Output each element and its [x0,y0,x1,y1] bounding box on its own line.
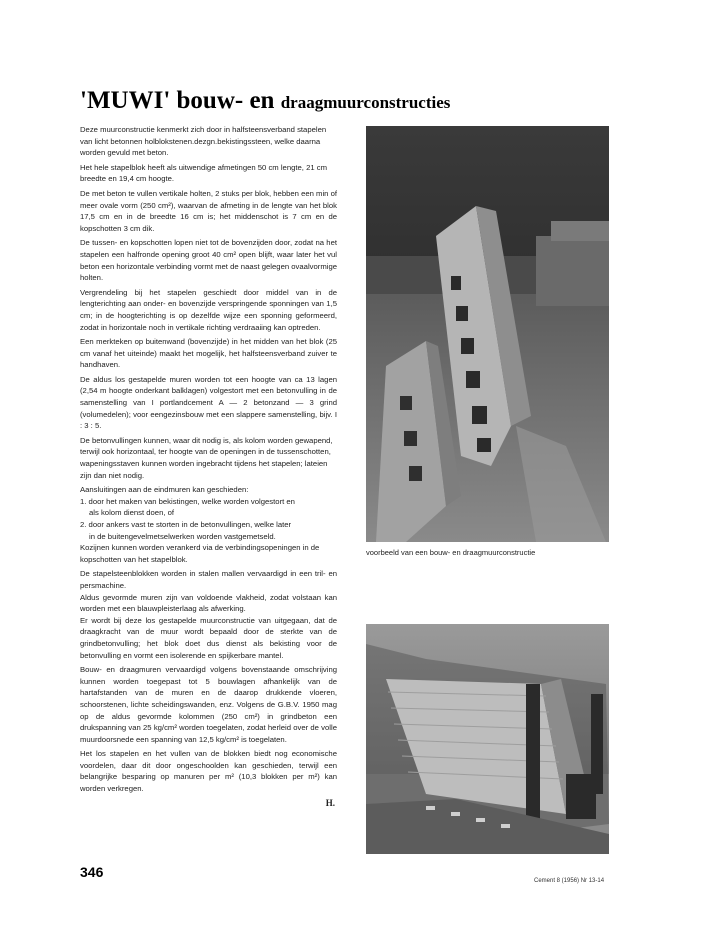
list-item-1-cont: als kolom dienst doen, of [89,508,175,518]
paragraph-cavities: De met beton te vullen vertikale holten, 2 stuks per blok, hebben een min of meer ovale vorm (250 cm²), waarvan de afmeting in de lengte van het blok 17,5 cm en in de breedte 16 cm is; het middenschot is 7 cm en de kopschotten 3 cm dik. [80,188,337,233]
page-number: 346 [80,864,104,880]
paragraph-reinforcement: De betonvullingen kunnen, waar dit nodig is, als kolom worden gewapend, terwijl ook horizontaal, ter hoogte van de openingen in de tussenschotten, wapeningsstaven kunnen worden ingebracht tijdens het stapelen; lateien zijn dan niet nodig. [80,435,333,480]
list-item-2-cont: in de buitengevelmetselwerken worden vastgemetseld. [89,531,276,541]
list-item-2: 2. door ankers vast te storten in de betonvullingen, welke later [80,520,292,529]
construction-photo-top [366,126,609,542]
title-main: 'MUWI' bouw- en [80,87,281,114]
paragraph-locking: Vergrendeling bij het stapelen geschiedt door middel van in de lengterichting aan onder- en bovenzijde verspringende sponningen van 1,5 cm; in de hoogterichting is op dezelfde wijze een sponning geformeerd, zodat in horizontale noch in vertikale richting verdraaiing kan optreden. [80,287,337,332]
author-signature: H. [325,797,335,808]
paragraph-filling: De aldus los gestapelde muren worden tot een hoogte van ca 13 lagen (2,54 m hoogte onderkant balklagen) volgestort met een betonvulling in de samenstelling van I portlandcement A — 2 betonzand — 3 grind (volumedelen); voor eengezinsbouw met een slappere samenstelling, bijv. I : 3 : 5. [80,374,337,431]
paragraph-application: Bouw- en draagmuren vervaardigd volgens bovenstaande omschrijving kunnen worden toegepast tot 5 bouwlagen afhankelijk van de hartafstanden van de muren en de daarop drukkende vloeren, schoorstenen, lichte scheidingswanden, enz. Volgens de G.B.V. 1950 mag op de aldus gevormde kolommen (250 cm²) in grindbeton een drukspanning van 25 kg/cm² worden toegelaten, zodat herleid over de volle muurdoorsnede een spanning van 12,5 kg/cm² is toegelaten. [80,665,337,744]
title-sub: draagmuurconstructies [280,93,451,112]
paragraph-mark: Een merkteken op buitenwand (bovenzijde) in het midden van het blok (25 cm vanaf het uiteinde) maakt het mogelijk, het halfsteensverband zuiver te handhaven. [80,337,337,370]
article-text-column [80,124,337,812]
paragraph-intro: Deze muurconstructie kenmerkt zich door in halfsteensverband stapelen van licht betonnen holblokstenen.dezgn.bekistingssteen, welke daarna worden gevuld met beton. [80,125,327,158]
paragraph-connections: Aansluitingen aan de eindmuren kan geschieden: [80,485,249,495]
paragraph-economics: Het los stapelen en het vullen van de blokken biedt nog economische voordelen, daar dit door ongeschoolden kan geschieden, terwijl een belangrijke besparing op manuren per m² (10,3 blokken per m²) kan worden verkregen. [80,749,337,794]
list-item-1: 1. door het maken van bekistingen, welke worden volgestort en [80,496,295,506]
page-title [80,86,450,118]
paragraph-moulds: De stapelsteenblokken worden in stalen mallen vervaardigd in een tril- en persmachine. [80,569,337,590]
paragraph-frames: Kozijnen kunnen worden verankerd via de verbindingsopeningen in de kopschotten van het stapelblok. [80,543,320,564]
paragraph-partitions: De tussen- en kopschotten lopen niet tot de bovenzijden door, zodat na het stapelen een halfronde opening groot 40 cm² open blijft, waar later het vul beton een horizontale verbinding vormt met de naast gelegen ovaalvormige holten. [80,238,337,283]
photo-caption: voorbeeld van een bouw- en draagmuurconstructie [366,548,536,557]
paragraph-dimensions: Het hele stapelblok heeft als uitwendige afmetingen 50 cm lengte, 21 cm breedte en 19,4 cm hoogte. [80,162,328,184]
construction-photo-bottom [366,624,609,854]
paragraph-strength: Er wordt bij deze los gestapelde muurconstructie van uitgegaan, dat de draagkracht van de muur wordt bepaald door de sterkte van de grindbetonvulling; het blok doet dus dienst als bekisting voor de betonvulling en vormt een isolerende en spijkerbare mantel. [80,615,337,660]
journal-reference: Cement 8 (1956) Nr 13-14 [534,878,605,884]
paragraph-flatness: Aldus gevormde muren zijn van voldoende vlakheid, zodat volstaan kan worden met een blauwpleisterlaag als afwerking. [80,592,337,614]
